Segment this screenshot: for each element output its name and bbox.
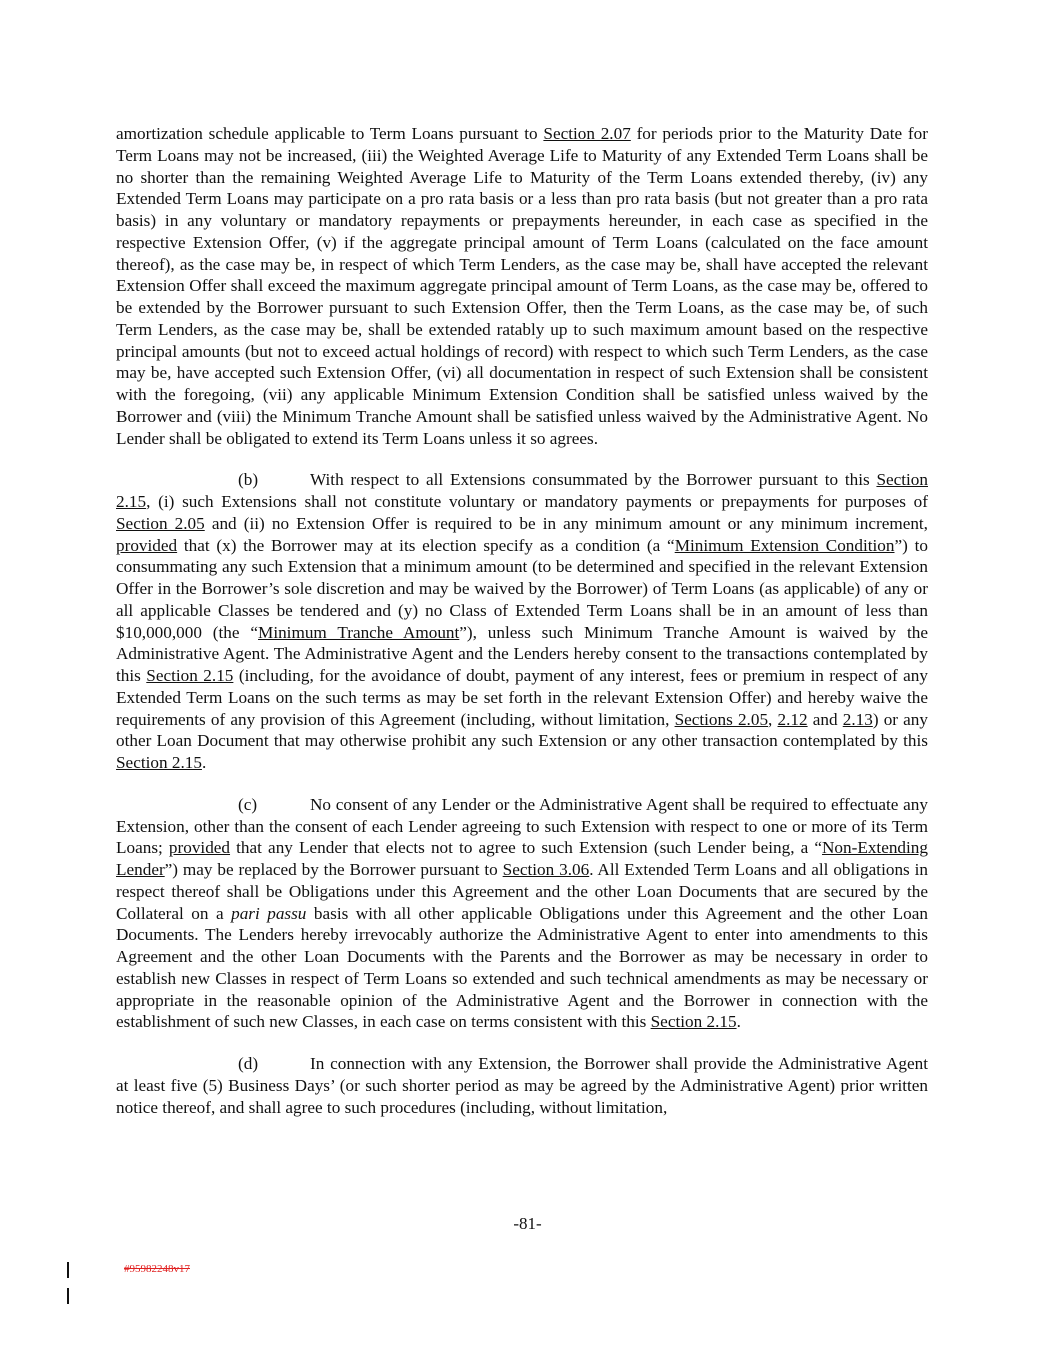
italic-term: pari passu xyxy=(231,903,307,923)
text: for periods prior to the Maturity Date for Term Loans may not be increased, (iii) the Weighted Average Life to Maturity of any Extended Term Loans shall be no shorter than the remaining Weighted Average Life to Maturity of the Term Loans extended thereby, (iv) any Extended Term Loans may participate on a pro rata basis or a less than pro rata basis (but not greater than a pro rata basis) in any voluntary or mandatory repayments or prepayments hereunder, in each case as specified in the respective Extension Offer, (v) if the aggregate principal amount of Term Loans (calculated on the face amount thereof), as the case may be, in respect of which Term Lenders, as the case may be, shall have accepted the relevant Extension Offer shall exceed the maximum aggregate principal amount of Term Loans, as the case may be, offered to be extended by the Borrower pursuant to such Extension Offer, then the Term Loans, as the case may be, of such Term Lenders, as the case may be, shall be extended ratably up to such maximum amount based on the respective principal amounts (but not to exceed actual holdings of record) with respect to which such Term Lenders, as the case may be, have accepted such Extension Offer, (vi) all documentation in respect of such Extension shall be consistent with the foregoing, (vii) any applicable Minimum Extension Condition shall be satisfied unless waived by the Borrower and (viii) the Minimum Tranche Amount shall be satisfied unless waived by the Administrative Agent. No Lender shall be obligated to extend its Term Loans unless it so agrees. xyxy=(116,124,928,448)
document-body xyxy=(116,123,928,1138)
document-id: #95982248v17 xyxy=(124,1263,190,1275)
section-ref: Sections 2.05 xyxy=(674,709,769,729)
section-ref: Section 3.06 xyxy=(502,860,590,879)
section-ref: Section 2.07 xyxy=(543,124,631,143)
text: and xyxy=(807,709,843,729)
paragraph-b xyxy=(116,469,928,774)
section-ref: Section 2.15 xyxy=(146,666,234,685)
defined-term: Non-Extending Lender xyxy=(116,838,928,879)
paragraph-label: (c) xyxy=(238,794,258,814)
text: . xyxy=(736,1012,741,1032)
paragraph-label: (d) xyxy=(238,1054,259,1073)
text: In connection with any Extension, the Borrower shall provide the Administrative Agent at least five (5) Business Days’ (or such shorter period as may be agreed by the Administrative Agent) prior written notice thereof, and shall agree to such procedures (including, without limitation, xyxy=(116,1054,928,1117)
text: amortization schedule applicable to Term Loans pursuant to xyxy=(116,124,544,143)
section-ref: Section 2.15 xyxy=(116,753,202,772)
text: ”), unless such Minimum Tranche Amount is waived by the Administrative Agent. The Administrative Agent and the Lenders hereby consent to the transactions contemplated by this xyxy=(116,622,929,685)
paragraph-c xyxy=(116,794,928,1033)
defined-term: Minimum Tranche Amount xyxy=(258,622,460,642)
text: ”) to consummating any such Extension that a minimum amount (to be determined and specified in the relevant Extension Offer in the Borrower’s sole discretion and may be waived by the Borrower) of Term Loans (as applicable) of any or all applicable Classes be tendered and (y) no Class of Extended Term Loans shall be in an amount of less than $10,000,000 (the “ xyxy=(116,535,928,642)
text: , xyxy=(768,709,778,729)
text: . All Extended Term Loans and all obligations in respect thereof shall be Obligations under this Agreement and the other Loan Documents that are secured by the Collateral on a xyxy=(116,860,928,923)
text: that (x) the Borrower may at its election specify as a condition (a “ xyxy=(177,535,675,555)
text: that any Lender that elects not to agree to such Extension (such Lender being, a “ xyxy=(230,838,823,858)
paragraph-label: (b) xyxy=(238,470,259,490)
text: basis with all other applicable Obligations under this Agreement and the other Loan Documents. The Lenders hereby irrevocably authorize the Administrative Agent to enter into amendments to this Agreement and the other Loan Documents with the Parents and the Borrower as may be necessary in order to establish new Classes in respect of Term Loans so extended and such technical amendments as may be necessary or appropriate in the reasonable opinion of the Administrative Agent and the Borrower in connection with the establishment of such new Classes, in each case on terms consistent with this xyxy=(116,903,928,1032)
defined-term: provided xyxy=(116,535,178,555)
paragraph-d xyxy=(116,1053,928,1118)
text: No consent of any Lender or the Administrative Agent shall be required to effectuate any Extension, other than the consent of each Lender agreeing to such Extension with respect to one or more of its Term Loans; xyxy=(116,794,928,858)
page-number: -81- xyxy=(513,1214,542,1233)
change-bar xyxy=(67,1262,69,1278)
text: , (i) such Extensions shall not constitute voluntary or mandatory payments or prepayments for purposes of xyxy=(146,492,928,511)
section-ref: Section 2.15 xyxy=(650,1012,737,1032)
section-ref: 2.12 xyxy=(777,709,808,729)
section-ref: Section 2.15 xyxy=(116,470,928,511)
section-ref: 2.13 xyxy=(842,709,873,729)
section-ref: Section 2.05 xyxy=(116,513,205,533)
text: ”) may be replaced by the Borrower pursuant to xyxy=(164,860,503,879)
defined-term: provided xyxy=(168,838,231,858)
text: . xyxy=(201,753,207,772)
paragraph-a-continuation xyxy=(116,123,928,449)
change-bar xyxy=(67,1288,69,1304)
text: (including, for the avoidance of doubt, payment of any interest, fees or premium in respect of any Extended Term Loans on the such terms as may be set forth in the relevant Extension Offer) and hereby waive the requirements of any provision of this Agreement (including, without limitation, xyxy=(116,666,928,729)
text: With respect to all Extensions consummated by the Borrower pursuant to this xyxy=(310,470,877,490)
text: ) or any other Loan Document that may otherwise prohibit any such Extension or any other transaction contemplated by this xyxy=(116,709,928,751)
defined-term: Minimum Extension Condition xyxy=(674,535,895,555)
text: and (ii) no Extension Offer is required to be in any minimum amount or any minimum increment, xyxy=(204,513,928,533)
